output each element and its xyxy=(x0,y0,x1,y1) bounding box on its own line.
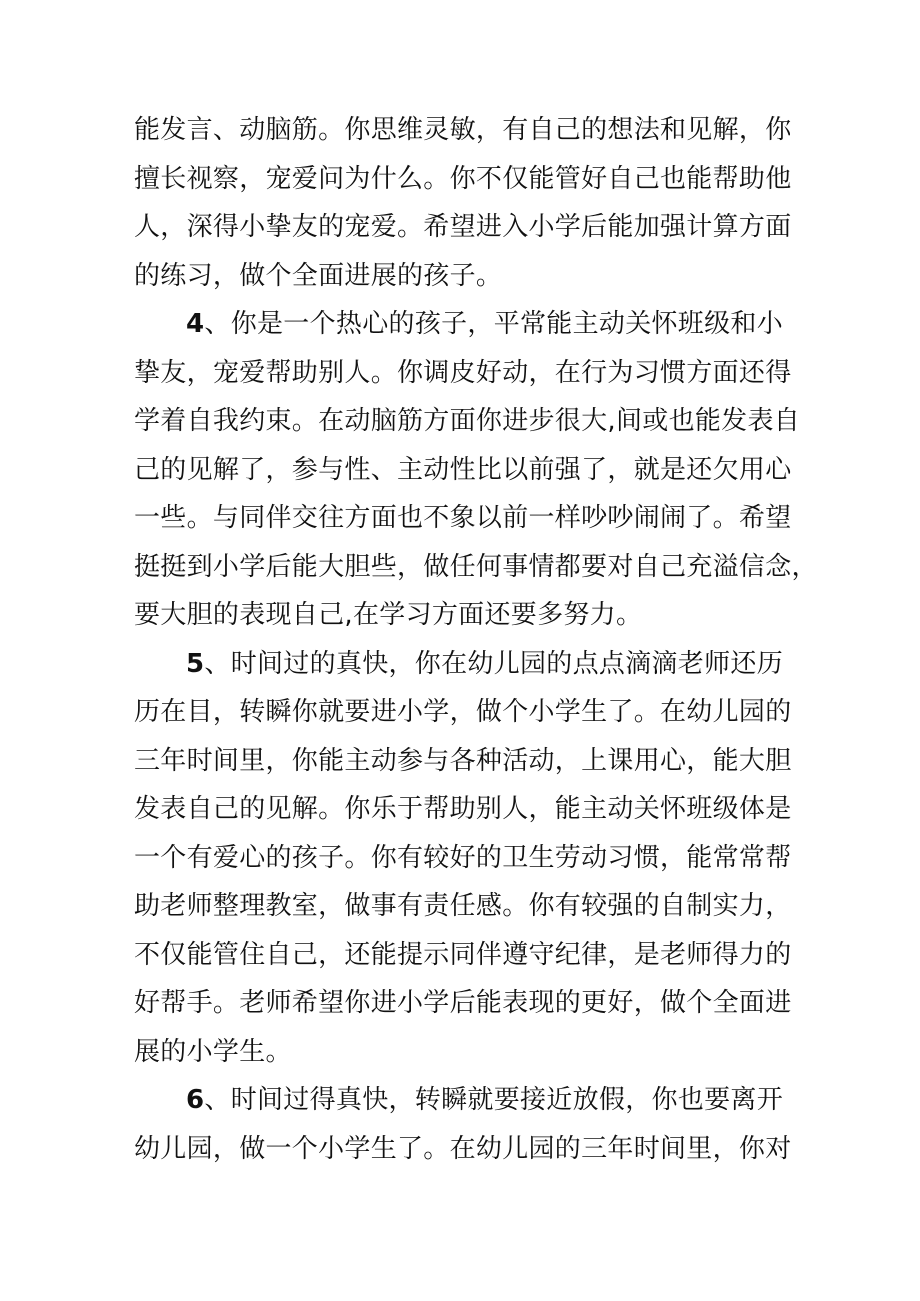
text-line: 、时间过的真快，你在幼儿园的点点滴滴老师还历 xyxy=(204,648,784,679)
text-line: 一个有爱心的孩子。你有较好的卫生劳动习惯，能常常帮 xyxy=(134,842,792,873)
text-line: 挚友，宠爱帮助别人。你调皮好动，在行为习惯方面还得 xyxy=(134,357,792,388)
text-line-first xyxy=(134,1076,794,1125)
text-line: 挺挺到小学后能大胆些，做任何事情都要对自己充溢信念， xyxy=(134,551,818,582)
text-line: 展的小学生。 xyxy=(134,1036,292,1067)
text-line: 学着自我约束。在动脑筋方面你进步很大,间或也能发表自 xyxy=(134,406,801,436)
text-line: 能发言、动脑筋。你思维灵敏，有自己的想法和见解，你 xyxy=(134,115,792,145)
text-line: 发表自己的见解。你乐于帮助别人，能主动关怀班级体是 xyxy=(134,794,792,824)
text-line: 要大胆的表现自己,在学习方面还要多努力。 xyxy=(134,600,643,630)
text-line: 历在目，转瞬你就要进小学，做个小学生了。在幼儿园的 xyxy=(134,697,792,727)
text-line: 人，深得小挚友的宠爱。希望进入小学后能加强计算方面 xyxy=(134,212,792,242)
paragraph-6 xyxy=(134,1076,794,1173)
text-line-first xyxy=(134,300,794,349)
text-line: 擅长视察，宠爱问为什么。你不仅能管好自己也能帮助他 xyxy=(134,163,792,194)
text-line: 一些。与同伴交往方面也不象以前一样吵吵闹闹了。希望 xyxy=(134,503,792,533)
text-line-first xyxy=(134,640,794,689)
text-line: 己的见解了，参与性、主动性比以前强了，就是还欠用心 xyxy=(134,454,792,485)
paragraph-number: 5 xyxy=(186,648,205,679)
text-line: 不仅能管住自己，还能提示同伴遵守纪律，是老师得力的 xyxy=(134,939,792,970)
paragraph-4 xyxy=(134,300,818,640)
document-body xyxy=(134,106,818,1173)
paragraph-5 xyxy=(134,640,794,1077)
paragraph-number: 6 xyxy=(186,1085,205,1115)
text-line: 的练习，做个全面进展的孩子。 xyxy=(134,260,503,291)
text-line: 、时间过得真快，转瞬就要接近放假，你也要离开 xyxy=(204,1085,784,1115)
text-line: 助老师整理教室，做事有责任感。你有较强的自制实力， xyxy=(134,891,792,921)
text-line: 三年时间里，你能主动参与各种活动，上课用心，能大胆 xyxy=(134,745,792,776)
text-line: 幼儿园，做一个小学生了。在幼儿园的三年时间里，你对 xyxy=(134,1133,792,1164)
paragraph-3-continuation xyxy=(134,106,794,300)
text-line: 、你是一个热心的孩子，平常能主动关怀班级和小 xyxy=(204,309,784,339)
text-line: 好帮手。老师希望你进小学后能表现的更好，做个全面进 xyxy=(134,988,792,1018)
paragraph-number: 4 xyxy=(186,309,205,339)
